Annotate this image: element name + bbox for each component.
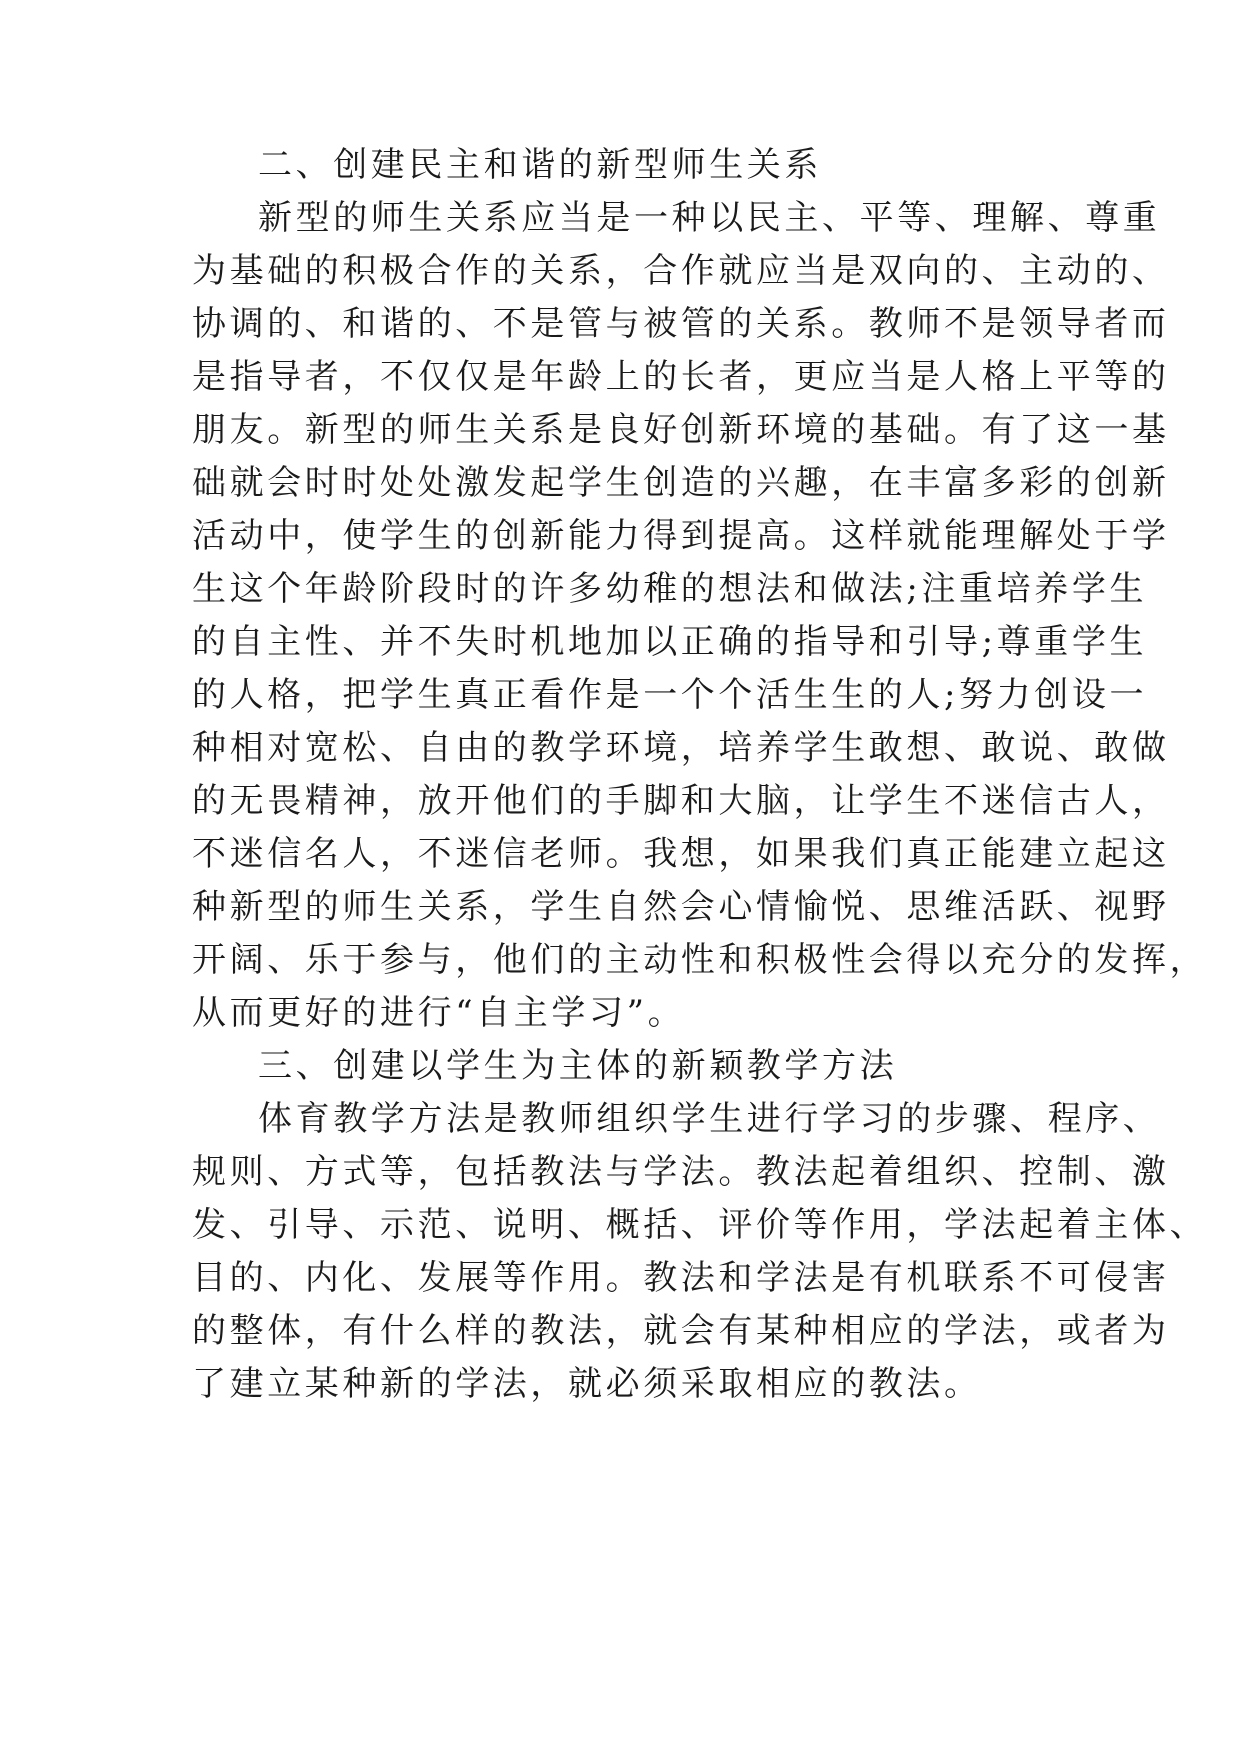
paragraph-line: 发、引导、示范、说明、概括、评价等作用，学法起着主体、	[192, 1205, 1208, 1245]
paragraph-line: 是指导者，不仅仅是年龄上的长者，更应当是人格上平等的	[192, 357, 1170, 397]
paragraph-line: 目的、内化、发展等作用。教法和学法是有机联系不可侵害	[192, 1258, 1170, 1298]
section-heading-2: 二、创建民主和谐的新型师生关系	[258, 145, 822, 185]
paragraph-line: 的无畏精神，放开他们的手脚和大脑，让学生不迷信古人，	[192, 781, 1170, 821]
paragraph-line: 不迷信名人，不迷信老师。我想，如果我们真正能建立起这	[192, 834, 1170, 874]
paragraph-line: 从而更好的进行“自主学习”。	[192, 993, 686, 1033]
paragraph-line: 础就会时时处处激发起学生创造的兴趣，在丰富多彩的创新	[192, 463, 1170, 503]
paragraph-line: 新型的师生关系应当是一种以民主、平等、理解、尊重	[258, 198, 1161, 238]
paragraph-line: 的整体，有什么样的教法，就会有某种相应的学法，或者为	[192, 1311, 1170, 1351]
paragraph-line: 为基础的积极合作的关系，合作就应当是双向的、主动的、	[192, 251, 1170, 291]
paragraph-line: 活动中，使学生的创新能力得到提高。这样就能理解处于学	[192, 516, 1170, 556]
paragraph-line: 了建立某种新的学法，就必须采取相应的教法。	[192, 1364, 982, 1404]
section-heading-3: 三、创建以学生为主体的新颖教学方法	[258, 1046, 898, 1086]
paragraph-line: 体育教学方法是教师组织学生进行学习的步骤、程序、	[258, 1099, 1161, 1139]
paragraph-line: 朋友。新型的师生关系是良好创新环境的基础。有了这一基	[192, 410, 1170, 450]
paragraph-line: 协调的、和谐的、不是管与被管的关系。教师不是领导者而	[192, 304, 1170, 344]
paragraph-line: 的自主性、并不失时机地加以正确的指导和引导;尊重学生	[192, 622, 1148, 662]
paragraph-line: 的人格，把学生真正看作是一个个活生生的人;努力创设一	[192, 675, 1148, 715]
paragraph-line: 种相对宽松、自由的教学环境，培养学生敢想、敢说、敢做	[192, 728, 1170, 768]
paragraph-line: 生这个年龄阶段时的许多幼稚的想法和做法;注重培养学生	[192, 569, 1148, 609]
paragraph-line: 规则、方式等，包括教法与学法。教法起着组织、控制、激	[192, 1152, 1170, 1192]
paragraph-line: 开阔、乐于参与，他们的主动性和积极性会得以充分的发挥，	[192, 940, 1208, 980]
paragraph-line: 种新型的师生关系，学生自然会心情愉悦、思维活跃、视野	[192, 887, 1170, 927]
